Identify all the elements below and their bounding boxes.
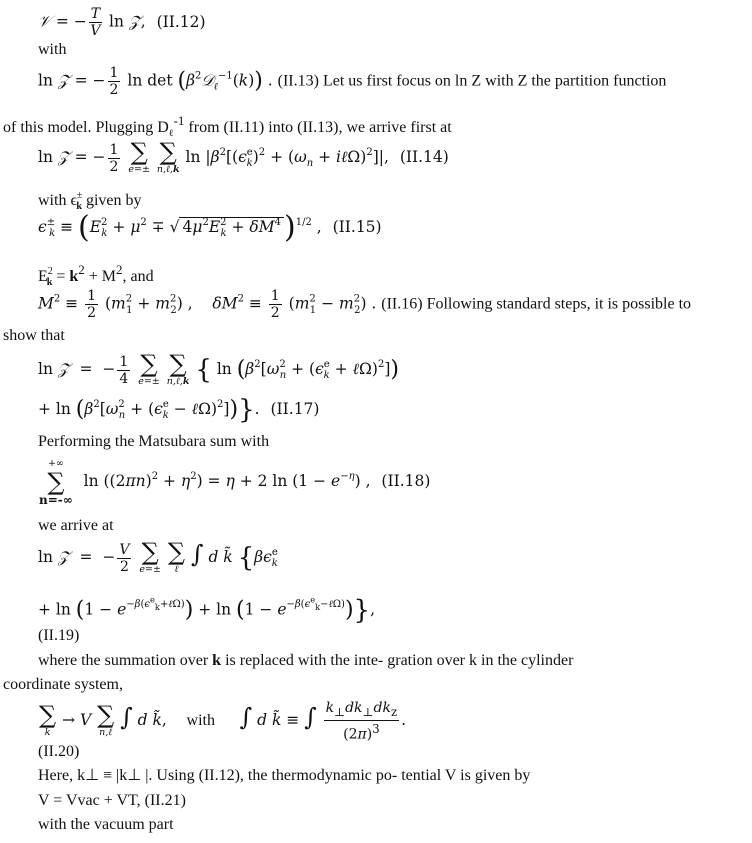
text-line: with the vacuum part bbox=[38, 816, 174, 833]
inline-text: (II.13) Let us first focus on ln Z with Z the partition function bbox=[277, 72, 667, 90]
equation-II-19-line1: ln 𝒵 = − $\frac{V}{2}$ ∑ e=± ∑ ℓ ∫ d k̃ {$\beta\epsilon^e_k$ bbox=[38, 538, 278, 575]
text-line: coordinate system, bbox=[3, 676, 123, 693]
equation-II-18: +∞ ∑ n=-∞ $\ln ((2\pi n)^2 + \eta^2) = \eta + 2$ $\ln (1 - e^{-\eta})$ , (II.18) bbox=[39, 458, 431, 507]
text-line: with bbox=[38, 41, 67, 58]
text-line: Here, k⊥ ≡ |k⊥ |. Using (II.12), the thermodynamic po- tential V is given by bbox=[38, 767, 531, 784]
text-line: of this model. Plugging $D_\ell^{-1}$ from (II.11) into (II.13), we arrive first at bbox=[3, 113, 452, 139]
equation-II-19-line2: + $\ln (1 - e^{-\beta(\epsilon^e_k+\ell\Omega)}) + \ln (1 - e^{-\beta(\epsilon^e_k-\ell\Omega)})$}, bbox=[38, 595, 376, 626]
equation-II-20: ∑ k → V ∑ n,ℓ ∫ d k̃, with ∫ d k̃ ≡ ∫ $\frac{k_\perp dk_\perp dk_z}{(2\pi)^3}$ . bbox=[39, 700, 407, 743]
equation-II-15: $\epsilon^\pm_k \equiv (E^2_k + \mu^2$ ∓ √ $4\mu^2E^2_k + \delta M^4$ )$^{1/2}$ , (II.15) bbox=[38, 210, 382, 245]
equation-II-14: ln 𝒵 = − $\frac{1}{2}$ ∑ e=± ∑ n,ℓ,k $\ln |\beta^2[(\epsilon^e_k)^2 + (\omega_n$ + iℓΩ)$^2$]|, (II.14) bbox=[38, 138, 449, 175]
equation-tag: (II.12) bbox=[156, 12, 206, 31]
text-line: V = Vvac + VT, (II.21) bbox=[38, 792, 186, 809]
text-line: show that bbox=[3, 327, 65, 344]
text-line: Performing the Matsubara sum with bbox=[38, 433, 270, 450]
equation-II-17-line1: ln 𝒵 = − $\frac{1}{4}$ ∑ e=± ∑ n,ℓ,k { $\ln (\beta^2[\omega^2_n + (\epsilon^e_k$ + ℓΩ)$^2$]) bbox=[38, 350, 399, 387]
text-line: with $\epsilon^\pm_k$ given by bbox=[38, 190, 142, 212]
text-line: we arrive at bbox=[38, 517, 114, 534]
text-line: $E^2_k = k^2 + M^2$, and bbox=[38, 262, 154, 288]
equation-tag: (II.19) bbox=[38, 627, 80, 644]
text-line: where the summation over k is replaced with the inte- gration over k in the cylinder bbox=[38, 652, 574, 669]
equation-II-13: ln 𝒵 = − $\frac{1}{2}$ $\ln \det (\beta^2𝒟_\ell^{-1}(k))$ . (II.13) Let us first focus on ln Z with Z the partition function bbox=[38, 65, 667, 98]
equation-II-12: 𝒱 = − $\frac{T}{V}$ ln 𝒵, (II.12) bbox=[38, 6, 206, 39]
equation-II-17-line2: + $\ln (\beta^2[\omega^2_n + (\epsilon^e_k$ − ℓΩ)$^2$])}. (II.17) bbox=[38, 395, 320, 425]
equation-tag: (II.20) bbox=[38, 743, 80, 760]
equation-II-16: $M^2$ ≡ $\frac{1}{2}$ $(m^2_1 + m^2_2)$ , $\delta M^2$ ≡ $\frac{1}{2}$ $(m^2_1 - m^2_2)$ . (II.16) Following standard steps, it is possible to bbox=[38, 288, 692, 321]
